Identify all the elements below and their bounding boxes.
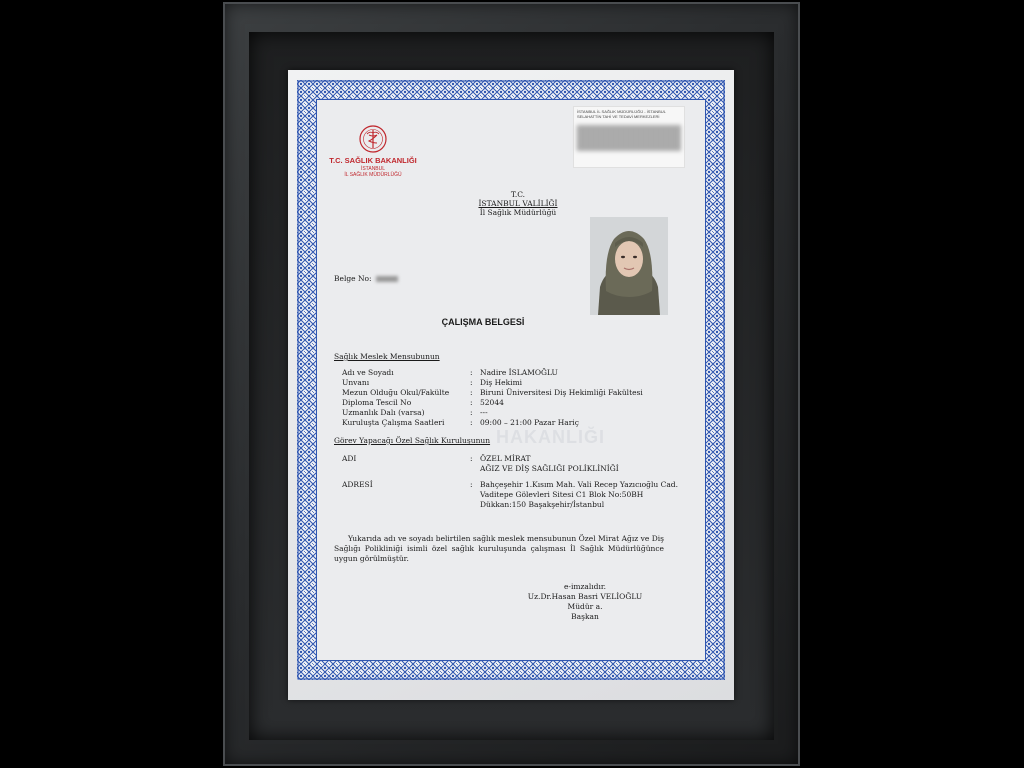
field-row <box>342 378 710 388</box>
logo-city: İSTANBUL <box>360 166 386 172</box>
address-line-1: Bahçeşehir 1.Kısım Mah. Vali Recep Yazıcıoğlu Cad. <box>480 480 678 489</box>
stamp-line-2: SELAHATTİN TAHİ VE TEDAVİ MERKEZLERİ <box>577 114 660 119</box>
signature-block <box>520 582 650 622</box>
header-line-3: İl Sağlık Müdürlüğü <box>479 208 557 217</box>
signature-name: Uz.Dr.Hasan Basri VELİOĞLU <box>527 592 643 601</box>
field-label: Mezun Olduğu Okul/Fakülte <box>342 388 450 397</box>
field-label: Diploma Tescil No <box>342 398 412 407</box>
institution-address-row <box>342 480 710 510</box>
field-row <box>342 388 710 398</box>
field-colon: : <box>470 480 473 489</box>
field-colon: : <box>470 378 473 387</box>
address-line-2: Vaditepe Gölevleri Sitesi C1 Blok No:50BH <box>480 490 644 499</box>
stamp-line-1: İSTANBUL İL SAĞLIK MÜDÜRLÜĞÜ - İSTANBUL <box>577 109 666 114</box>
field-label: Uzmanlık Dalı (varsa) <box>342 408 425 417</box>
field-value: 52044 <box>480 398 504 407</box>
certificate-content <box>318 102 708 662</box>
field-label: Unvanı <box>342 378 370 387</box>
institution-name-line-1: ÖZEL MİRAT <box>480 454 531 463</box>
institution-name-line-2: AĞIZ VE DİŞ SAĞLIĞI POLİKLİNİĞİ <box>480 464 619 473</box>
caduceus-emblem-icon <box>358 124 388 154</box>
document-title: ÇALIŞMA BELGESİ <box>441 317 525 327</box>
section-institution: Görev Yapacağı Özel Sağlık Kuruluşunun <box>334 436 491 445</box>
field-value: --- <box>480 408 488 417</box>
portrait-photo <box>590 217 668 315</box>
header-line-1: T.C. <box>510 190 526 199</box>
institution-name-row <box>342 454 710 474</box>
field-value: Biruni Üniversitesi Diş Hekimliği Fakültesi <box>480 388 643 397</box>
logo-directorate: İL SAĞLIK MÜDÜRLÜĞÜ <box>344 172 402 178</box>
field-row <box>342 418 710 428</box>
watermark-text: HAKANLIĞI <box>496 427 605 447</box>
document-number-blurred <box>376 276 398 282</box>
picture-frame <box>223 2 800 766</box>
field-row <box>342 368 710 378</box>
field-colon: : <box>470 398 473 407</box>
institution-name-label: ADI <box>342 454 357 463</box>
ministry-name: T.C. SAĞLIK BAKANLIĞI <box>329 156 417 165</box>
registration-stamp <box>573 106 685 168</box>
field-row <box>342 398 710 408</box>
approval-paragraph: Yukarıda adı ve soyadı belirtilen sağlık meslek mensubunun Özel Mirat Ağız ve Diş Sağlığı Polikliniği isimli özel sağlık kuruluşunda çalışması İl Sağlık Müdürlüğünce uygun görülmüştür. <box>334 534 664 563</box>
field-colon: : <box>470 454 473 463</box>
signature-line-3: Müdür a. <box>567 602 603 611</box>
document-number <box>334 274 398 284</box>
field-value: Diş Hekimi <box>480 378 523 387</box>
institution-address-label: ADRESİ <box>342 480 373 489</box>
header-line-2: İSTANBUL VALİLİĞİ <box>478 199 558 208</box>
field-colon: : <box>470 408 473 417</box>
document-number-label: Belge No: <box>334 274 372 283</box>
certificate-paper <box>288 70 734 700</box>
institution-address-value <box>480 480 710 510</box>
signature-line-4: Başkan <box>571 612 599 621</box>
signature-line-1: e-imzalıdır. <box>563 582 607 591</box>
address-line-3: Dükkan:150 Başakşehir/İstanbul <box>480 500 605 509</box>
section-professional: Sağlık Meslek Mensubunun <box>334 352 440 361</box>
field-label: Kuruluşta Çalışma Saatleri <box>342 418 445 427</box>
field-label: Adı ve Soyadı <box>342 368 394 377</box>
field-colon: : <box>470 388 473 397</box>
document-header <box>458 190 578 217</box>
stamp-blurred-barcode <box>577 125 681 151</box>
field-value: Nadire İSLAMOĞLU <box>480 368 558 377</box>
field-colon: : <box>470 418 473 427</box>
field-row <box>342 408 710 418</box>
field-value: 09:00 – 21:00 Pazar Hariç <box>480 418 579 427</box>
field-colon: : <box>470 368 473 377</box>
ministry-logo <box>318 124 428 178</box>
institution-name-value <box>480 454 710 474</box>
